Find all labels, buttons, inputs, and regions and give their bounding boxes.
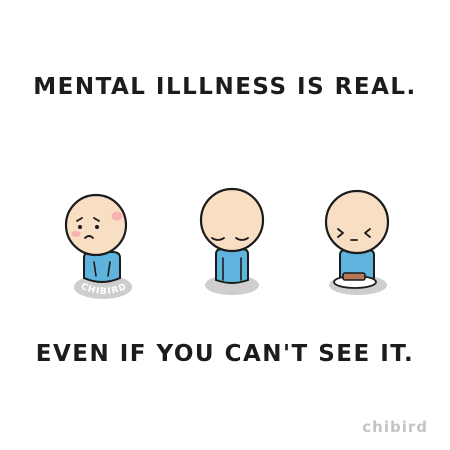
blush-right xyxy=(112,212,123,221)
head xyxy=(326,191,388,253)
worried-figure xyxy=(66,195,132,299)
head xyxy=(66,195,126,255)
blush-left xyxy=(72,231,81,237)
tense-figure xyxy=(326,191,388,295)
head xyxy=(201,189,263,251)
artist-signature: chibird xyxy=(362,418,428,436)
headline-bottom: EVEN IF YOU CAN'T SEE IT. xyxy=(35,341,415,367)
headline-top: MENTAL ILLLNESS IS REAL. xyxy=(33,74,417,100)
eye-left xyxy=(78,225,82,229)
eye-right xyxy=(95,225,99,229)
sad-figure xyxy=(201,189,263,295)
body xyxy=(84,252,120,282)
shadow-watermark: CHIBIRD xyxy=(79,281,129,298)
plate-food xyxy=(343,273,365,280)
body xyxy=(216,249,248,283)
